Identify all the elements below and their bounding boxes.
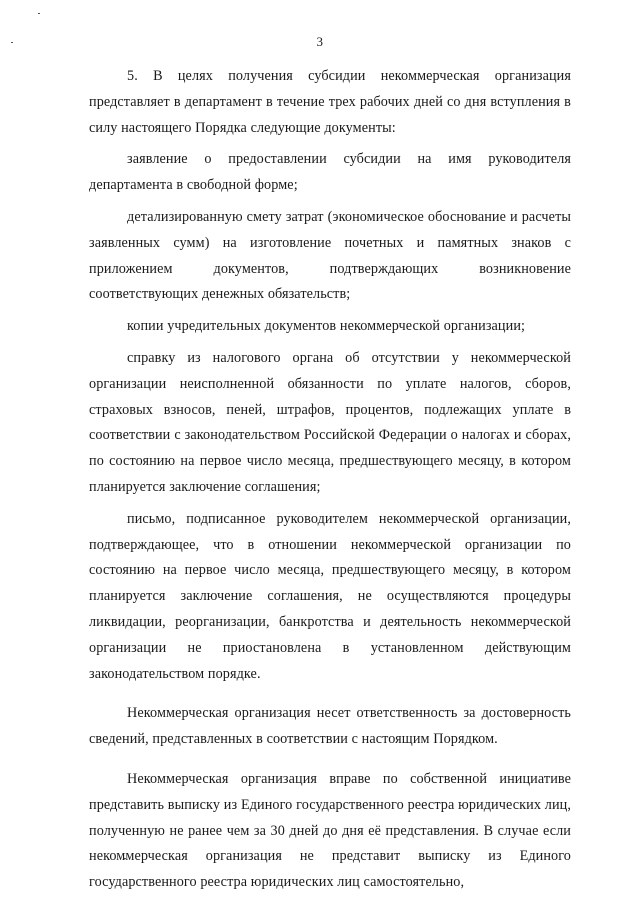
paragraph-tax-certificate: справку из налогового органа об отсутствии у некоммерческой организации неисполненной обязанности по уплате налогов, сборов, страховых взносов, пеней, штрафов, процентов, подлежащих уплате в соответствии с законодательством Российской Федерации о налогах и сборах, по состоянию на первое число месяца, предшествующего месяцу, в котором планируется заключение соглашения; — [89, 349, 571, 495]
page-number: 3 — [316, 34, 324, 49]
paragraph-founding-documents: копии учредительных документов некоммерческой организации; — [127, 318, 526, 335]
body-text — [89, 64, 571, 896]
paragraph-cost-estimate: детализированную смету затрат (экономическое обоснование и расчеты заявленных сумм) на изготовление почетных и памятных знаков с приложением документов, подтверждающих возникновение соответствующих денежных обязательств; — [89, 208, 571, 303]
paragraph-item-5: 5. В целях получения субсидии некоммерческая организация представляет в департамент в течение трех рабочих дней со дня вступления в силу настоящего Порядка следующие документы: — [89, 68, 571, 136]
paragraph-letter: письмо, подписанное руководителем некоммерческой организации, подтверждающее, что в отношении некоммерческой организации по состоянию на первое число месяца, предшествующего месяцу, в котором планируется заключение соглашения, не осуществляются процедуры ликвидации, реорганизации, банкротства и деятельность некоммерческой организации не приостановлена в установленном действующим законодательством порядке. — [89, 510, 571, 682]
paragraph-registry-extract: Некоммерческая организация вправе по собственной инициативе представить выписку из Единого государственного реестра юридических лиц, полученную не ранее чем за 30 дней до дня её представления. В случае если некоммерческая организация не представит выписку из Единого государственного реестра юридических лиц самостоятельно, — [89, 770, 571, 891]
scan-speck — [38, 13, 40, 14]
paragraph-application: заявление о предоставлении субсидии на имя руководителя департамента в свободной форме; — [89, 151, 571, 194]
paragraph-responsibility: Некоммерческая организация несет ответственность за достоверность сведений, представленных в соответствии с настоящим Порядком. — [89, 705, 571, 748]
